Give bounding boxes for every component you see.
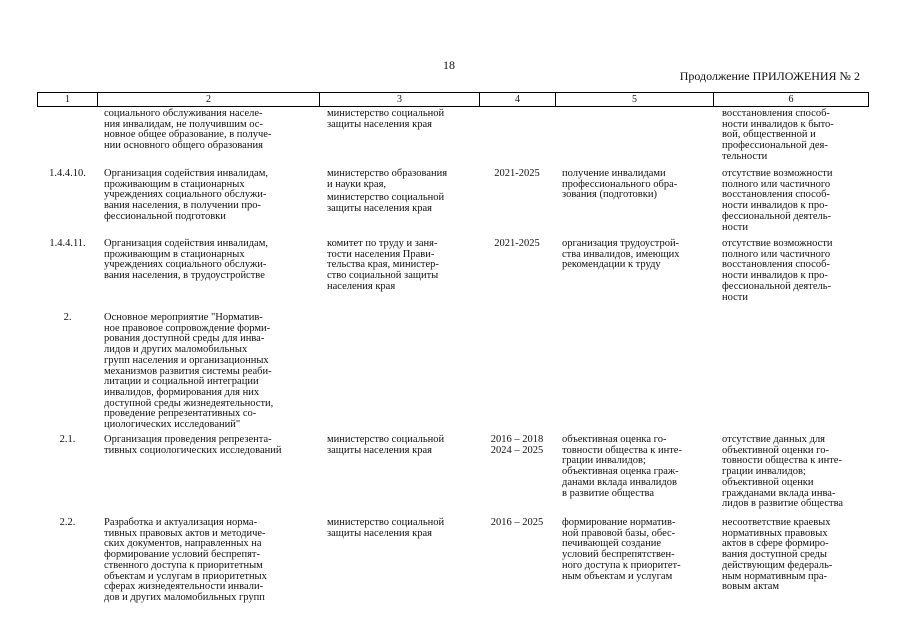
executor [327, 435, 477, 456]
measure-name [104, 239, 315, 282]
continuation-label: Продолжение ПРИЛОЖЕНИЯ № 2 [679, 69, 860, 83]
consequence-line: отсутствие возможности [722, 168, 833, 179]
row-number: 2.2. [59, 517, 76, 528]
measure-name [104, 518, 315, 604]
expected-result-line: печивающей создание [562, 538, 662, 550]
consequence-line: нормативных правовых [722, 527, 828, 539]
measure-name-line: циологических исследований" [104, 419, 241, 431]
expected-result-line: ным объектам и услугам [562, 570, 673, 582]
expected-result-line: ства инвалидов, имеющих [562, 248, 680, 260]
measure-name-line: литации и социальной интеграции [104, 376, 259, 388]
consequence-line: тельности [722, 150, 768, 162]
consequence-line: восстановления способ- [722, 259, 830, 271]
measure-name-line: механизмов развития системы реаби- [104, 365, 272, 377]
consequence-line: фессиональной деятель- [722, 280, 832, 292]
consequence-line: ности инвалидов к быто- [722, 118, 834, 130]
measure-name [104, 169, 315, 223]
measure-name-line: вания населения, в получении про- [104, 200, 261, 212]
expected-result [562, 518, 710, 582]
column-header-3: 3 [320, 93, 480, 107]
executor-line: защиты населения края [327, 444, 432, 456]
measure-name-line: Организация содействия инвалидам, [104, 168, 268, 179]
expected-result-line: данами вклада инвалидов [562, 476, 677, 488]
expected-result-line: зования (подготовки) [562, 189, 657, 201]
implementation-period-line: 2024 – 2025 [490, 444, 544, 456]
consequence-line: актов в сфере формиро- [722, 538, 829, 550]
consequence-line: отсутствие возможности [722, 238, 833, 249]
expected-result-line: формирование норматив- [562, 517, 676, 528]
consequence-line: грации инвалидов; [722, 466, 806, 478]
expected-result-line: рекомендации к труду [562, 259, 661, 271]
measure-name-line: Организация проведения репрезента- [104, 434, 272, 445]
column-header-2: 2 [98, 93, 320, 107]
expected-result-line: товности общества к инте- [562, 444, 682, 456]
column-header-6: 6 [714, 93, 869, 107]
implementation-period [483, 518, 551, 529]
implementation-period-line: 2016 – 2018 [490, 434, 544, 445]
expected-result-line: организация трудоустрой- [562, 238, 680, 249]
consequence-line: ным нормативным пра- [722, 570, 827, 582]
row-number: 2.1. [59, 434, 76, 445]
implementation-period [483, 239, 551, 250]
executor-line: тости населения Прави- [327, 248, 435, 260]
measure-name-line: фессиональной подготовки [104, 210, 226, 222]
executor-line: населения края [327, 280, 396, 292]
measure-name-line: учреждениях социального обслужи- [104, 189, 267, 201]
executor-line: министерство социальной [327, 108, 445, 119]
consequence-line: фессиональной деятель- [722, 210, 832, 222]
column-header-4: 4 [480, 93, 556, 107]
expected-result [562, 239, 710, 271]
measure-name-line: Организация содействия инвалидам, [104, 238, 268, 249]
implementation-period-line: 2021-2025 [494, 168, 540, 179]
measure-name-line: Разработка и актуализация норма- [104, 517, 258, 528]
expected-result [562, 435, 710, 499]
executor-line: министерство социальной [327, 517, 445, 528]
measure-name-line: учреждениях социального обслужи- [104, 259, 267, 271]
executor-line: министерство образования [327, 168, 448, 179]
consequence-line: вой, общественной и [722, 129, 816, 141]
executor-line: защиты населения края [327, 118, 432, 130]
measure-name [104, 313, 315, 431]
measure-name-line: рования доступной среды для инва- [104, 333, 265, 345]
consequence-line: вовым актам [722, 581, 780, 593]
non-implementation-consequence [722, 169, 868, 233]
measure-name-line: нии основного общего образования [104, 140, 263, 152]
expected-result-line: профессионального обра- [562, 178, 678, 190]
measure-name-line: дов и других маломобильных групп [104, 591, 265, 603]
consequence-line: отсутствие данных для [722, 434, 826, 445]
executor-line: комитет по труду и заня- [327, 238, 438, 249]
implementation-period [483, 435, 551, 456]
executor-line: защиты населения края [327, 203, 432, 215]
non-implementation-consequence [722, 109, 868, 163]
executor [327, 518, 477, 539]
consequence-line: действующим федераль- [722, 559, 833, 571]
expected-result-line: объективная оценка граж- [562, 466, 679, 478]
measure-name-line: групп населения и организационных [104, 354, 269, 366]
implementation-period [483, 169, 551, 180]
measure-name-line: объектам и услугам в приоритетных [104, 570, 267, 582]
consequence-line: объективной оценки го- [722, 444, 829, 456]
measure-name [104, 109, 315, 152]
consequence-line: ности [722, 221, 748, 233]
expected-result-line: ного доступа к приоритет- [562, 559, 681, 571]
measure-name-line: сферах жизнедеятельности инвали- [104, 581, 264, 593]
column-header-5: 5 [556, 93, 714, 107]
expected-result-line: грации инвалидов; [562, 455, 646, 467]
measure-name-line: доступной среды жизнедеятельности, [104, 397, 274, 409]
measure-name [104, 435, 315, 456]
measure-name-line: тивных правовых актов и методиче- [104, 527, 266, 539]
consequence-line: полного или частичного [722, 178, 831, 190]
consequence-line: восстановления способ- [722, 189, 830, 201]
row-number: 1.4.4.10. [49, 168, 86, 179]
measure-name-line: новное общее образование, в получе- [104, 129, 272, 141]
executor-line: ство социальной защиты [327, 270, 439, 282]
measure-name-line: ное правовое сопровождение форми- [104, 322, 271, 334]
executor-line: защиты населения края [327, 527, 432, 539]
expected-result-line: в развитие общества [562, 487, 655, 499]
consequence-line: гражданами вклада инва- [722, 487, 836, 499]
measure-name-line: Основное мероприятие "Норматив- [104, 312, 263, 323]
executor [327, 109, 477, 130]
expected-result [562, 169, 710, 201]
row-number: 1.4.4.11. [49, 238, 86, 249]
measure-name-line: вания населения, в трудоустройстве [104, 270, 265, 282]
executor-line: министерство социальной [327, 434, 445, 445]
executor [327, 239, 477, 293]
executor-line: тельства края, министер- [327, 259, 439, 271]
consequence-line: ности инвалидов к про- [722, 200, 828, 212]
consequence-line: несоответствие краевых [722, 517, 831, 528]
expected-result-line: ной правовой базы, обес- [562, 527, 676, 539]
measure-name-line: ния инвалидам, не получившим ос- [104, 118, 263, 130]
consequence-line: ности инвалидов к про- [722, 270, 828, 282]
consequence-line: вания доступной среды [722, 549, 827, 561]
column-header-row [37, 92, 869, 107]
expected-result-line: условий беспрепятствен- [562, 549, 675, 561]
column-header-1: 1 [38, 93, 98, 107]
measure-name-line: ственного доступа к приоритетным [104, 559, 263, 571]
consequence-line: восстановления способ- [722, 108, 830, 119]
non-implementation-consequence [722, 239, 868, 303]
expected-result-line: получение инвалидами [562, 168, 666, 179]
row-number: 2. [63, 312, 72, 323]
consequence-line: полного или частичного [722, 248, 831, 260]
measure-name-line: проведение репрезентативных со- [104, 408, 257, 420]
measure-name-line: проживающим в стационарных [104, 178, 245, 190]
implementation-period-line: 2016 – 2025 [490, 517, 544, 528]
executor [327, 169, 477, 215]
consequence-line: лидов в развитие общества [722, 498, 844, 510]
measure-name-line: социального обслуживания населе- [104, 108, 263, 119]
measure-name-line: инвалидов, формирования для них [104, 386, 260, 398]
measure-name-line: лидов и других маломобильных [104, 344, 248, 356]
page-number: 18 [443, 58, 455, 72]
non-implementation-consequence [722, 435, 868, 510]
non-implementation-consequence [722, 518, 868, 593]
measure-name-line: проживающим в стационарных [104, 248, 245, 260]
consequence-line: объективной оценки [722, 476, 814, 488]
implementation-period-line: 2021-2025 [494, 238, 540, 249]
consequence-line: ности [722, 291, 748, 303]
expected-result-line: объективная оценка го- [562, 434, 667, 445]
executor-line: и науки края, [327, 178, 387, 190]
executor-line: министерство социальной [327, 192, 445, 204]
measure-name-line: ских документов, направленных на [104, 538, 262, 550]
consequence-line: товности общества к инте- [722, 455, 842, 467]
measure-name-line: тивных социологических исследований [104, 444, 282, 456]
consequence-line: профессиональной дея- [722, 140, 828, 152]
measure-name-line: формирование условий беспрепят- [104, 549, 260, 561]
